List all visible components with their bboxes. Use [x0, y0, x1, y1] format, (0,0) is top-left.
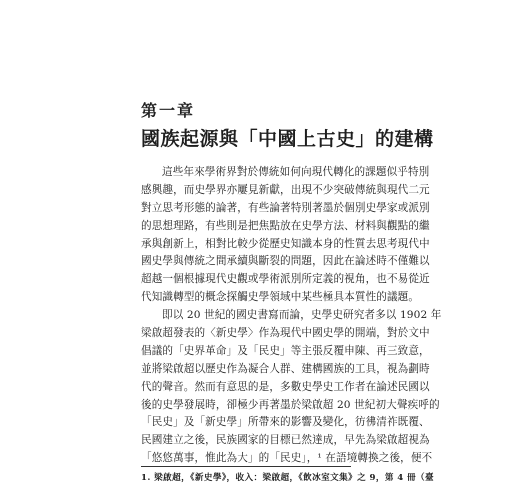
- body-line: 即以 20 世紀的國史書寫而論，史學史研究者多以 1902 年: [162, 309, 442, 322]
- chapter-label: 第一章: [141, 101, 196, 120]
- body-line: 的思想理路，有些則是把焦點放在史學方法、材料與觀點的繼: [141, 219, 430, 232]
- body-line: 並將梁啟超以歷史作為凝合人群、建構國族的工具，視為劃時: [141, 362, 430, 375]
- body-line: 承與創新上，相對比較少從歷史知識本身的性質去思考現代中: [141, 237, 430, 250]
- body-line: 國史學與傳統之間承續與斷裂的問題，因此在論述時不僅難以: [141, 255, 430, 268]
- body-line: 「悠悠萬事，惟此為大」的「民史」，¹ 在語境轉換之後，便不: [141, 452, 433, 465]
- body-line: 民國建立之後，民族國家的目標已然達成，早先為梁啟超視為: [141, 434, 430, 447]
- body-line: 「民史」及「新史學」所帶來的影響及變化，彷彿清祚既覆、: [141, 416, 430, 429]
- chapter-title: 國族起源與「中國上古史」的建構: [141, 128, 434, 150]
- body-line: 感興趣，而史學界亦屢見新獻，出現不少突破傳統與現代二元: [141, 183, 430, 196]
- body-line: 梁啟超發表的〈新史學〉作為現代中國史學的開端，對於文中: [141, 327, 430, 340]
- footnote-divider: [141, 466, 351, 467]
- body-line: 代的聲音。然而有意思的是，多數史學史工作者在論述民國以: [141, 380, 430, 393]
- footnote: 1. 梁啟超，《新史學》，收入：梁啟超，《飲冰室文集》之 9，第 4 冊（臺: [141, 473, 435, 483]
- body-line: 對立思考形態的論著，有些論著特別著墨於個別史學家或派別: [141, 201, 430, 214]
- body-line: 超越一個根據現代史觀或學術派別所定義的視角，也不易從近: [141, 273, 430, 286]
- body-line: 倡議的「史界革命」及「民史」等主張反覆申陳、再三致意，: [141, 344, 430, 357]
- body-text: [141, 164, 442, 468]
- body-line: 代知識轉型的概念探觸史學領域中某些極具本質性的議題。: [141, 291, 420, 304]
- body-line: 這些年來學術界對於傳統如何向現代轉化的課題似乎特別: [162, 166, 430, 178]
- body-line: 後的史學發展時，卻極少再著墨於梁啟超 20 世紀初大聲疾呼的: [141, 398, 440, 411]
